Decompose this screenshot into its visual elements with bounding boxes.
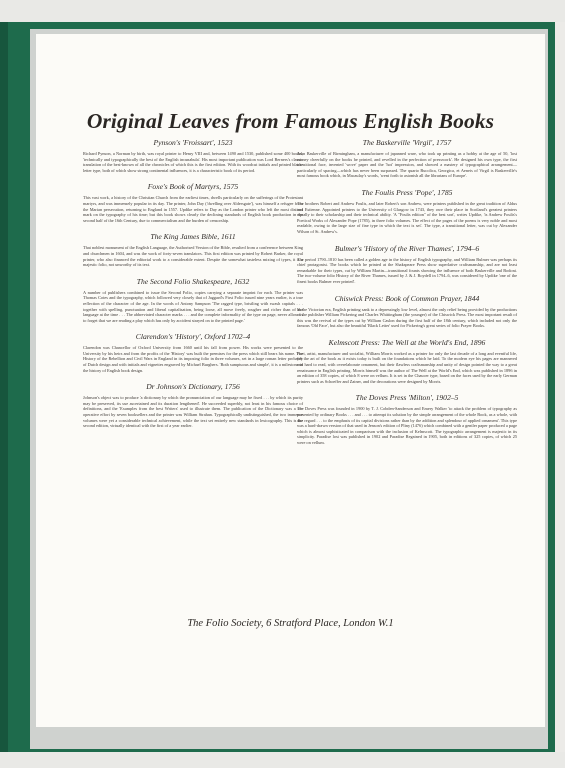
book-entry-description: This vast work, a history of the Christian Church from the earliest times, dwells particularly on the sufferings of the Protestant martyrs, and was immensely popular in its day. The printer, John Day ('dwelling over Aldersgate'), was himself a refugee from the Marian persecution, returning to England in 1557. Updike refers to Day as the London printer who left the most distinct mark on the typography of his time; but this book shows clearly the declining standards of English book production in the second half of the 16th Century, due to commercialism and the burden of censorship. (83, 195, 303, 223)
book-entry (297, 138, 517, 179)
book-entry-description: Richard Pynson, a Norman by birth, was royal printer to Henry VIII and, between 1490 and 1530, published some 400 books, 'technically and typographically the best of the English incunabula'. His most important publication was Lord Berners's classic translation of the best-known of all the chronicles of which this is the first edition. With its woodcut initials and printed black-letter type, both of which show strong continental influences, it is a characteristic book of its period. (83, 151, 303, 173)
book-entry-description: The period 1790–1810 has been called a golden age in the history of English typography, and William Bulmer was perhaps its chief protagonist. The books which he printed at the Shakspeare Press show superlative craftsmanship, and are not least remarkable for their types, cut by William Martin—transitional founts showing the influence of both Baskerville and Bodoni. The two-volume folio History of the River Thames, issued by J. & J. Boydell in 1794–6, was considered by Updike 'one of the finest books Bulmer ever printed'. (297, 256, 517, 284)
book-entry-heading: Pynson's 'Froissart', 1523 (153, 138, 233, 147)
book-entry-heading: Chiswick Press: Book of Common Prayer, 1844 (334, 293, 480, 303)
book-entry-heading: Foxe's Book of Martyrs, 1575 (147, 182, 239, 192)
book-entry-description: John Baskerville of Birmingham, a manufacturer of japanned ware, who took up printing as a hobby at the age of 50, 'lost money cheerfully on the books he printed, and revelled in the perfection of presswork'. He designed his own type, the first transitional face, invented 'wove' paper and the 'hot' impression, and showed a mastery of typographical arrangement—particularly of spacing—which has never been surpassed. The quarto Bucolica, Georgica, et Aeneis of Virgil is Baskerville's most famous book which, in Macaulay's words, 'went forth to astonish all the librarians of Europe'. (297, 151, 517, 179)
publisher-footer: The Folio Society, 6 Stratford Place, London W.1 (187, 618, 394, 629)
book-entry (83, 382, 303, 429)
book-entry-heading: Clarendon's 'History', Oxford 1702–4 (135, 332, 251, 342)
book-entry-description: Clarendon was Chancellor of Oxford University from 1660 until his fall from power. His works were presented to the University by his heirs and from the profits of the 'History' was built the premises for the press which still bears his name. The History of the Rebellion and Civil Wars in England in its imposing folio in three volumes, set in a large roman letter probably of Dutch design and with initials and vignettes engraved by Michael Burghers. 'Both sumptuous and simple', it is a milestone in the history of English book design. (83, 345, 303, 373)
book-entry-description: The brothers Robert and Andrew Foulis, and later Robert's son Andrew, were printers published in the great tradition of Aldus and Estienne. Appointed printers to the University of Glasgow in 1743, they owe their place in Scotland's greatest printers equally to their scholarship and their technical ability. 'A "Foulis edition" of the best sort', writes Updike, 'is Andrew Foulis's Poetical Works of Alexander Pope (1785), in three folio volumes. The effect of the pages of the poems is very noble and most readable, owing to the large size of fine type in which the text is set'. The type, a transitional letter, was cut by Alexander Wilson of St. Andrew's. (297, 200, 517, 234)
book-entry (297, 338, 517, 385)
book-entry-description: In the Victorian era, English printing sank to a depressingly low level, almost the only relief being provided by the productions of the publisher William Pickering and Charles Whittingham (the younger) of the Chiswick Press. The most important result of this was the revival of the types cut by William Caslon during the first half of the 18th century, which included not only the famous 'Old Face', but also the beautiful 'Black Letter' used for Pickering's great series of folio Prayer Books. (297, 306, 517, 329)
left-column (83, 138, 303, 438)
book-entry (297, 393, 517, 445)
book-entry (297, 294, 517, 329)
prospectus-page (36, 34, 545, 727)
book-entry (83, 138, 303, 173)
book-entry-heading: The Baskerville 'Virgil', 1757 (362, 138, 452, 147)
book-entry-description: Johnson's object was to produce 'a dictionary by which the pronunciation of our language may be fixed . . . by which its purity may be preserved, its use ascertained and its duration lengthened'. He succeeded superbly, not least in his famous choice of definitions, and the 'Examples from the best Writers' used to illustrate them. The publication of the Dictionary was a co-operative effort by seven booksellers and the printer was William Strahan. Typographically undistinguished, the two immense volumes were yet a considerable technical achievement, while the text set entirely new standards in lexicography. This is the second edition, virtually identical with the first of a year earlier. (83, 395, 303, 429)
book-entry (297, 188, 517, 235)
right-column (297, 138, 517, 455)
book-entry-heading: The Doves Press 'Milton', 1902–5 (355, 393, 459, 403)
book-entry (83, 232, 303, 267)
book-entry-heading: Kelmscott Press: The Well at the World's End, 1896 (328, 337, 486, 347)
book-entry-heading: The Foulis Press 'Pope', 1785 (361, 187, 453, 197)
book-entry-heading: The King James Bible, 1611 (150, 232, 236, 242)
book-entry-description: That noblest monument of the English Language, the Authorised Version of the Bible, resulted from a conference between King and churchmen in 1604, and was the work of forty-seven translators. This first edition was printed by Robert Barker, the royal printer, who also financed the editorial work to a considerable extent. Despite the somewhat tasteless mixing of types, it is a majestic folio, not unworthy of its text. (83, 245, 303, 268)
book-entry-heading: Dr Johnson's Dictionary, 1756 (146, 382, 240, 392)
book-entry-description: The Doves Press was founded in 1900 by T. J. Cobden-Sanderson and Emery Walker 'to attack the problem of typography as presented by ordinary Books . . . and . . . to attempt its solution by the simple arrangement of the whole Book, as a whole, with due regard . . . to the emphasis of its capital divisions rather than by the addition and splendour of applied ornament'. This type was a hard-drawn version of that used in Jenson's edition of Pliny (1476) which combined with a gentler paper produced a page which is almost sophisticated in comparison with the inclusion of Kelmscott. The typographic arrangement is majestic in its simplicity. Paradise lost was published in 1902 and Paradise Regained in 1905, both in editions of 325 copies, of which 25 were on vellum. (297, 406, 517, 445)
book-entry (83, 277, 303, 324)
book-entry-heading: Bulmer's 'History of the River Thames', 1794–6 (334, 243, 480, 253)
book-entry (297, 244, 517, 285)
book-entry-description: A number of publishers combined to issue the Second Folio, copies carrying a separate imprint for each. The printer was Thomas Cotes and the typography, which followed very closely that of Jaggard's First Folio issued nine years earlier, is a true reflection of the character of the age. In the words of Antony Sampson 'The ragged type, bristling with swash capitals . . . together with spelling, punctuation and liberal capitalisation, being loose, all move freely, rougher and richer than of the language at the time . . . The abbreviated character marks . . . and the complete informality of the type on page, never allow us to forget that we are reading a play which has only by accident strayed on to the printed page.' (83, 289, 303, 323)
book-entry-description: Poet, artist, manufacturer and socialist, William Morris worked as a printer for only the last decade of a long and eventful life, yet the art of the book as it exists today is built on the foundations which he laid. To the modern eye his pages are mannered and hard to read, with overelaborate ornament, but their flawless craftsmanship and unity of design pointed the way to a great renaissance in English printing. Morris himself was the author of The Well at the World's End, which was published in 1896 in an edition of 358 copies, of which 8 were on vellum. It is set in the Chaucer type, based on the faces used by the early German printers such as Schoeffer and Zainer, and the decorations were designed by Morris. (297, 350, 517, 384)
book-entry (83, 332, 303, 373)
book-entry (83, 182, 303, 223)
book-entry-heading: The Second Folio Shakespeare, 1632 (136, 276, 250, 286)
folder-spine (0, 22, 8, 752)
page-title: Original Leaves from Famous English Books (86, 109, 495, 133)
